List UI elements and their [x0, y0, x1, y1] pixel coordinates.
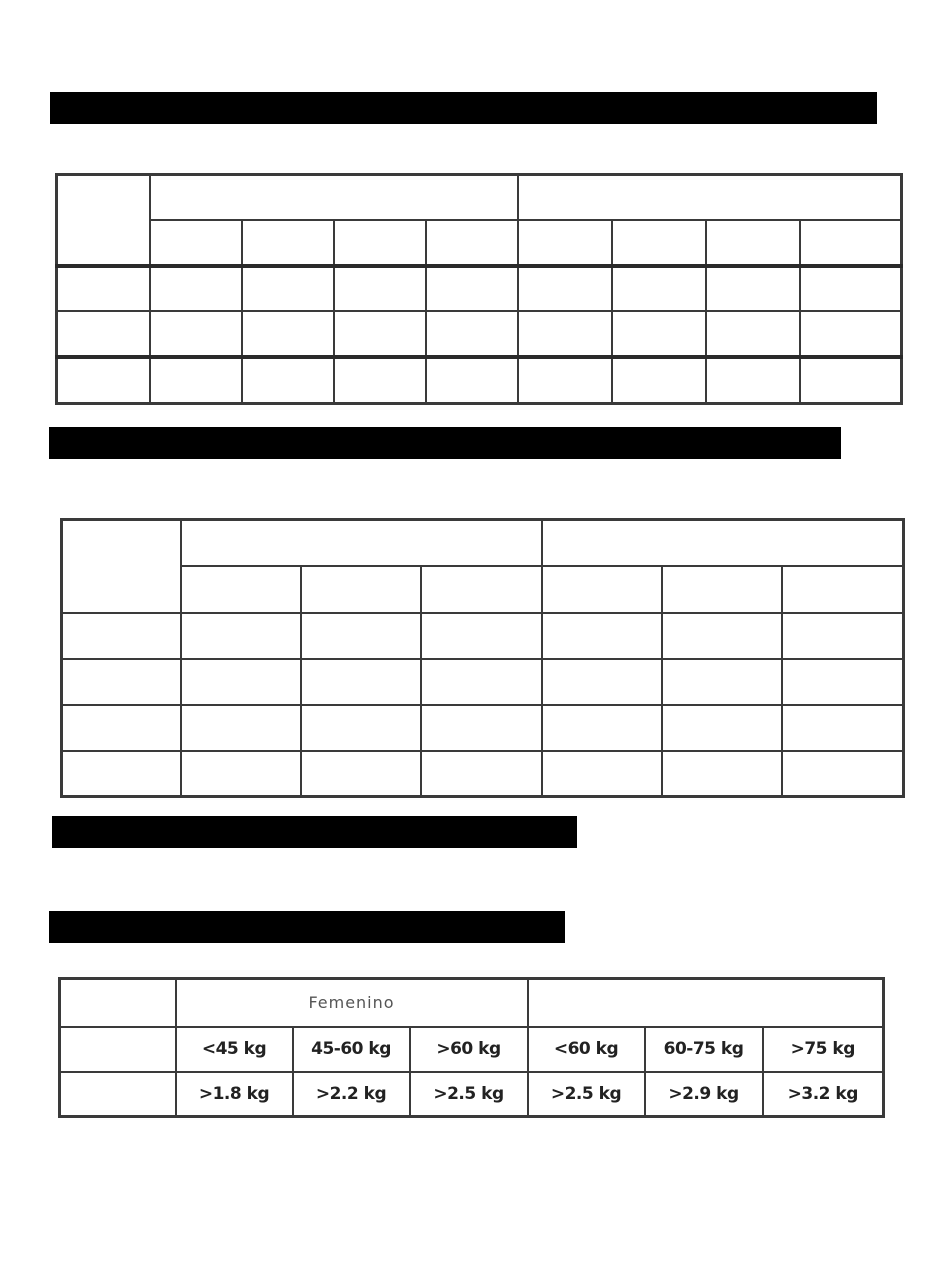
table-row [62, 659, 904, 705]
table-cell [242, 266, 334, 311]
table-cell [542, 613, 662, 659]
table-2-subheader-cell [782, 566, 904, 613]
redacted-heading-3 [52, 816, 577, 848]
table-cell [150, 357, 242, 403]
table-cell [518, 266, 612, 311]
table-2-corner-cell [62, 520, 181, 613]
threshold-value: >2.9 kg [668, 1083, 739, 1104]
table-cell [800, 357, 902, 403]
redacted-heading-4 [49, 911, 565, 943]
weight-range: 45-60 kg [311, 1039, 391, 1059]
table-cell [62, 751, 181, 797]
redacted-heading-2 [49, 427, 841, 459]
table-cell [410, 1072, 528, 1117]
table-cell [421, 751, 542, 797]
table-cell [57, 311, 150, 357]
table-cell [301, 659, 421, 705]
table-cell [662, 705, 782, 751]
redacted-heading-1 [50, 92, 877, 124]
table-cell [612, 266, 706, 311]
table-cell [706, 311, 800, 357]
table-cell [181, 613, 301, 659]
table-row [60, 1027, 884, 1072]
table-cell [421, 659, 542, 705]
table-cell [763, 1072, 884, 1117]
table-2-subheader-cell [181, 566, 301, 613]
table-cell [782, 705, 904, 751]
table-cell [706, 357, 800, 403]
table-cell [62, 613, 181, 659]
table-cell [181, 751, 301, 797]
table-cell [426, 357, 518, 403]
table-row [57, 266, 902, 311]
table-row [60, 1072, 884, 1117]
table-cell [334, 357, 426, 403]
table-1-subheader-cell [242, 220, 334, 266]
table-1-subheader-cell [518, 220, 612, 266]
table-cell [150, 311, 242, 357]
table-row [62, 613, 904, 659]
table-1-subheader-cell [150, 220, 242, 266]
empty-table-1 [55, 173, 903, 405]
table-cell [57, 357, 150, 403]
table-1-group-header-b [518, 175, 902, 220]
table-1-group-header-a [150, 175, 518, 220]
table-cell [542, 705, 662, 751]
table-cell [706, 266, 800, 311]
table-2-subheader-cell [301, 566, 421, 613]
group-header-female [176, 979, 528, 1027]
table-cell [293, 1027, 410, 1072]
table-2-group-header-a [181, 520, 542, 566]
weight-range: >75 kg [790, 1039, 855, 1059]
threshold-value: >2.2 kg [315, 1083, 387, 1104]
table-cell [612, 357, 706, 403]
table-2-subheader-cell [662, 566, 782, 613]
weight-range: <60 kg [553, 1039, 619, 1059]
group-header-female-label: Femenino [308, 993, 395, 1013]
table-3-corner-cell [60, 979, 176, 1027]
table-cell [176, 1072, 293, 1117]
table-cell [426, 266, 518, 311]
threshold-value: >2.5 kg [433, 1083, 504, 1104]
table-cell [421, 705, 542, 751]
table-1-subheader-cell [706, 220, 800, 266]
table-cell [528, 1027, 645, 1072]
weight-range: <45 kg [201, 1039, 267, 1059]
grip-strength-table [58, 977, 885, 1118]
weight-range: 60-75 kg [663, 1039, 744, 1059]
table-1-corner-cell [57, 175, 150, 266]
table-cell [421, 613, 542, 659]
table-cell [528, 1072, 645, 1117]
table-cell [57, 266, 150, 311]
table-2-subheader-cell [542, 566, 662, 613]
table-cell [410, 1027, 528, 1072]
table-cell [662, 659, 782, 705]
table-cell [782, 659, 904, 705]
table-cell [645, 1072, 763, 1117]
table-cell [150, 266, 242, 311]
table-cell [662, 613, 782, 659]
table-cell [242, 311, 334, 357]
table-1-subheader-cell [800, 220, 902, 266]
table-cell [782, 613, 904, 659]
table-2-subheader-cell [421, 566, 542, 613]
threshold-value: >1.8 kg [198, 1083, 270, 1104]
table-cell [242, 357, 334, 403]
table-cell [782, 751, 904, 797]
table-cell [426, 311, 518, 357]
threshold-value: >3.2 kg [787, 1083, 858, 1104]
table-cell [181, 659, 301, 705]
weight-range: >60 kg [436, 1039, 501, 1059]
table-cell [518, 357, 612, 403]
table-cell [518, 311, 612, 357]
table-cell [800, 311, 902, 357]
row-label-cell [60, 1072, 176, 1117]
table-cell [293, 1072, 410, 1117]
table-cell [645, 1027, 763, 1072]
table-cell [301, 705, 421, 751]
row-label-cell [60, 1027, 176, 1072]
table-cell [334, 266, 426, 311]
table-row [57, 311, 902, 357]
table-cell [763, 1027, 884, 1072]
table-cell [176, 1027, 293, 1072]
table-cell [301, 613, 421, 659]
table-cell [662, 751, 782, 797]
table-cell [542, 751, 662, 797]
empty-table-2 [60, 518, 905, 798]
table-cell [301, 751, 421, 797]
table-1-subheader-cell [612, 220, 706, 266]
table-row [62, 705, 904, 751]
threshold-value: >2.5 kg [550, 1083, 622, 1104]
table-row [62, 751, 904, 797]
table-cell [334, 311, 426, 357]
table-cell [62, 659, 181, 705]
table-cell [612, 311, 706, 357]
table-cell [800, 266, 902, 311]
table-row [57, 357, 902, 403]
group-header-male [528, 979, 884, 1027]
table-1-subheader-cell [426, 220, 518, 266]
table-cell [62, 705, 181, 751]
table-cell [181, 705, 301, 751]
table-cell [542, 659, 662, 705]
table-1-subheader-cell [334, 220, 426, 266]
table-2-group-header-b [542, 520, 904, 566]
